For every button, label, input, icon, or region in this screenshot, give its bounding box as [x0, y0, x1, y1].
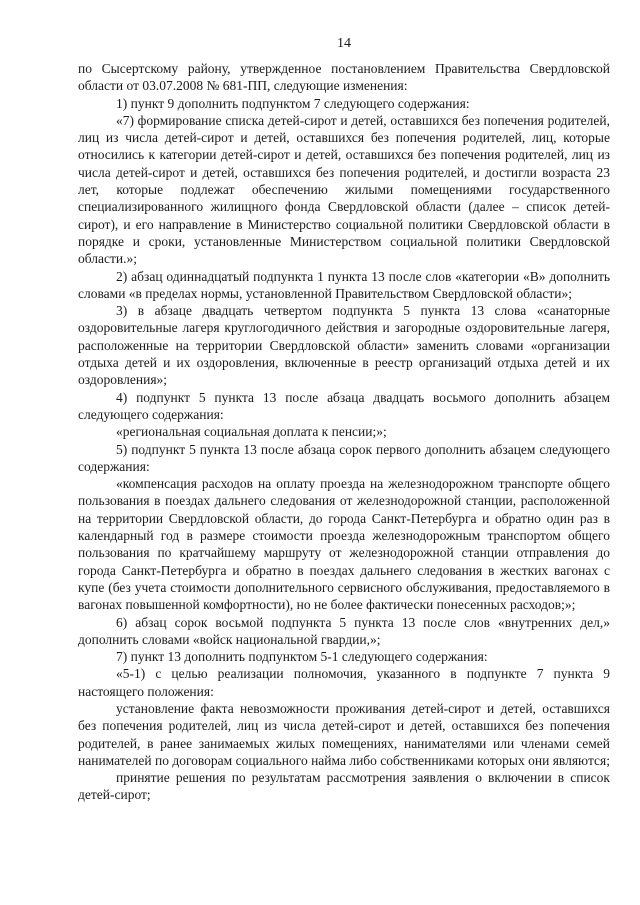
paragraph: «7) формирование списка детей-сирот и детей, оставшихся без попечения родителей, лиц из числа детей-сирот и детей, оставшихся без попечения родителей, лиц, которые относились к категории детей-сирот и детей, оставшихся без попечения родителей, лиц из числа детей-сирот и детей, оставшихся без попечения родителей, и достигли возраста 23 лет, которые подлежат обеспечению жилыми помещениями государственного специализированного жилищного фонда Свердловской области (далее – список детей-сирот), и его направление в Министерство социальной политики Свердловской области в порядке и сроки, установленные Министерством социальной политики Свердловской области.»;	[78, 112, 610, 267]
paragraph: 7) пункт 13 дополнить подпунктом 5-1 следующего содержания:	[116, 649, 488, 665]
paragraph: 2) абзац одиннадцатый подпункта 1 пункта 13 после слов «категории «В» дополнить словами «в пределах нормы, установленной Правительством Свердловской области»;	[78, 268, 610, 301]
paragraph: 1) пункт 9 дополнить подпунктом 7 следующего содержания:	[116, 95, 470, 111]
paragraph: установление факта невозможности проживания детей-сирот и детей, оставшихся без попечения родителей, лиц из числа детей-сирот и детей, оставшихся без попечения родителей, в ранее занимаемых жилых помещениях, нанимателями или членами семей нанимателей по договорам социального найма либо собственниками которых они являются;	[78, 700, 610, 768]
paragraph: 3) в абзаце двадцать четвертом подпункта 5 пункта 13 слова «санаторные оздоровительные лагеря круглогодичного действия и загородные оздоровительные лагеря, расположенные на территории Свердловской области» заменить словами «организации отдыха детей и их оздоровления, включенные в реестр организаций отдыха детей и их оздоровления»;	[78, 303, 610, 388]
paragraph: «компенсация расходов на оплату проезда на железнодорожном транспорте общего пользования в поездах дальнего следования от железнодорожной станции, расположенной на территории Свердловской области, до города Санкт-Петербурга и обратно один раз в календарный год в размере стоимости проезда железнодорожным транспортом общего пользования по кратчайшему маршруту от железнодорожной станции отправления до города Санкт-Петербурга и обратно в поездах дальнего следования в жестких вагонах с купе (без учета стоимости дополнительного сервисного обслуживания, предоставляемого в вагонах повышенной комфортности), но не более фактически понесенных расходов;»;	[78, 476, 610, 613]
paragraph: 5) подпункт 5 пункта 13 после абзаца сорок первого дополнить абзацем следующего содержания:	[78, 441, 610, 474]
paragraph: «региональная социальная доплата к пенсии;»;	[116, 424, 387, 440]
page-number: 14	[337, 36, 351, 51]
paragraph: по Сысертскому району, утвержденное постановлением Правительства Свердловской области от 03.07.2008 № 681-ПП, следующие изменения:	[78, 61, 610, 94]
paragraph: «5-1) с целью реализации полномочия, указанного в подпункте 7 пункта 9 настоящего положения:	[78, 666, 610, 699]
paragraph: принятие решения по результатам рассмотрения заявления о включении в список детей-сирот;	[78, 770, 610, 803]
document-page	[78, 36, 610, 804]
paragraph: 4) подпункт 5 пункта 13 после абзаца двадцать восьмого дополнить абзацем следующего содержания:	[78, 389, 610, 422]
document-body	[78, 60, 610, 804]
paragraph: 6) абзац сорок восьмой подпункта 5 пункта 13 после слов «внутренних дел,» дополнить словами «войск национальной гвардии,»;	[78, 614, 610, 647]
